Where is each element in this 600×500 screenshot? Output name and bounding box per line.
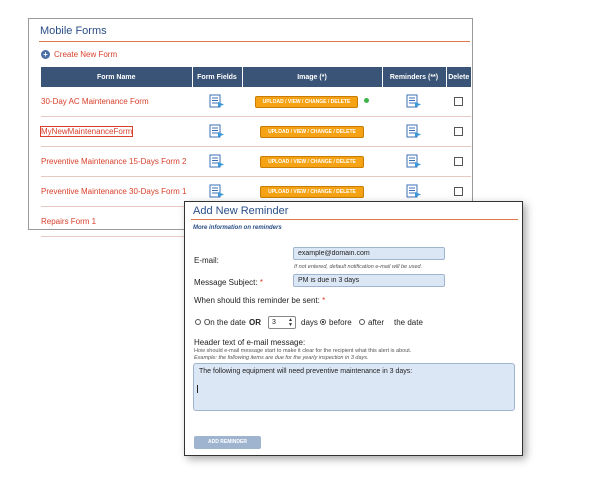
- form-name-link[interactable]: Repairs Form 1: [41, 217, 97, 226]
- edit-reminders-icon: [406, 154, 422, 168]
- reminders-button[interactable]: [406, 124, 422, 140]
- the-date-label: the date: [394, 318, 423, 327]
- form-fields-button[interactable]: [209, 124, 225, 140]
- panel-title: Mobile Forms: [40, 25, 107, 37]
- when-label: [194, 296, 325, 305]
- reminders-button[interactable]: [406, 154, 422, 170]
- header-example: Example: the following items are due for the yearly inspection in 3 days.: [194, 355, 369, 361]
- stepper-arrows-icon[interactable]: ▲ ▼: [288, 317, 293, 328]
- create-new-form-link[interactable]: [41, 50, 117, 59]
- email-field[interactable]: [293, 247, 445, 260]
- create-new-form-label: Create New Form: [54, 50, 118, 59]
- column-header-form-fields: Form Fields: [192, 67, 242, 87]
- reminders-button[interactable]: [406, 94, 422, 110]
- on-date-label: On the date: [204, 318, 246, 327]
- edit-reminders-icon: [406, 184, 422, 198]
- mobile-forms-panel: [28, 18, 473, 230]
- upload-image-button[interactable]: UPLOAD / VIEW / CHANGE / DELETE: [260, 156, 364, 168]
- days-stepper[interactable]: [268, 316, 296, 329]
- email-hint: If not entered, default notification e-mail will be used.: [294, 264, 423, 270]
- subject-required-mark: *: [259, 278, 263, 287]
- before-radio[interactable]: [320, 319, 326, 325]
- subject-label: [194, 278, 263, 287]
- message-text: The following equipment will need preventive maintenance in 3 days:: [199, 368, 413, 375]
- form-fields-button[interactable]: [209, 154, 225, 170]
- edit-fields-icon: [209, 184, 225, 198]
- table-row: [41, 117, 471, 147]
- upload-image-button[interactable]: UPLOAD / VIEW / CHANGE / DELETE: [260, 126, 364, 138]
- plus-circle-icon: +: [41, 50, 50, 59]
- subject-field[interactable]: [293, 274, 445, 287]
- more-info-link[interactable]: More information on reminders: [193, 225, 282, 231]
- dialog-title: Add New Reminder: [193, 205, 289, 217]
- delete-checkbox[interactable]: [454, 157, 463, 166]
- reminders-button[interactable]: [406, 184, 422, 200]
- delete-checkbox[interactable]: [454, 97, 463, 106]
- before-label: before: [329, 318, 352, 327]
- after-label: after: [368, 318, 385, 327]
- when-required-mark: *: [322, 296, 326, 305]
- table-row: [41, 87, 471, 117]
- upload-image-button[interactable]: UPLOAD / VIEW / CHANGE / DELETE: [260, 186, 364, 198]
- column-header-reminders: Reminders (**): [382, 67, 446, 87]
- form-name-link[interactable]: Preventive Maintenance 15-Days Form 2: [41, 157, 187, 166]
- text-caret: [197, 385, 198, 393]
- edit-reminders-icon: [406, 124, 422, 138]
- upload-image-button[interactable]: UPLOAD / VIEW / CHANGE / DELETE: [255, 96, 359, 108]
- form-name-link[interactable]: Preventive Maintenance 30-Days Form 1: [41, 187, 187, 196]
- after-radio[interactable]: [359, 319, 365, 325]
- subject-label-text: Message Subject:: [194, 278, 258, 287]
- form-name-link[interactable]: 30-Day AC Maintenance Form: [41, 97, 149, 106]
- edit-fields-icon: [209, 124, 225, 138]
- when-label-text: When should this reminder be sent:: [194, 296, 320, 305]
- image-present-icon: [364, 98, 369, 103]
- delete-checkbox[interactable]: [454, 187, 463, 196]
- delete-checkbox[interactable]: [454, 127, 463, 136]
- message-textarea[interactable]: [193, 363, 515, 411]
- add-new-reminder-dialog: [184, 201, 523, 456]
- column-header-delete: Delete: [446, 67, 471, 87]
- edit-fields-icon: [209, 154, 225, 168]
- days-label: days: [301, 318, 318, 327]
- table-header-row: [41, 67, 471, 87]
- add-reminder-button[interactable]: ADD REMINDER: [194, 436, 261, 449]
- edit-fields-icon: [209, 94, 225, 108]
- or-label: OR: [249, 318, 261, 327]
- days-value: 3: [272, 319, 276, 326]
- on-date-radio[interactable]: [195, 319, 201, 325]
- email-label: E-mail:: [194, 256, 219, 265]
- table-row: [41, 147, 471, 177]
- edit-reminders-icon: [406, 94, 422, 108]
- column-header-image: Image (*): [242, 67, 382, 87]
- form-fields-button[interactable]: [209, 184, 225, 200]
- form-fields-button[interactable]: [209, 94, 225, 110]
- dialog-title-divider: [191, 219, 518, 220]
- header-hint: How should e-mail message start to make it clear for the recipient what this alert is about.: [194, 348, 412, 354]
- column-header-form-name: Form Name: [41, 67, 192, 87]
- title-divider: [39, 41, 470, 42]
- header-text-label: Header text of e-mail message:: [194, 338, 306, 347]
- form-name-link[interactable]: MyNewMaintenanceForm: [41, 127, 133, 136]
